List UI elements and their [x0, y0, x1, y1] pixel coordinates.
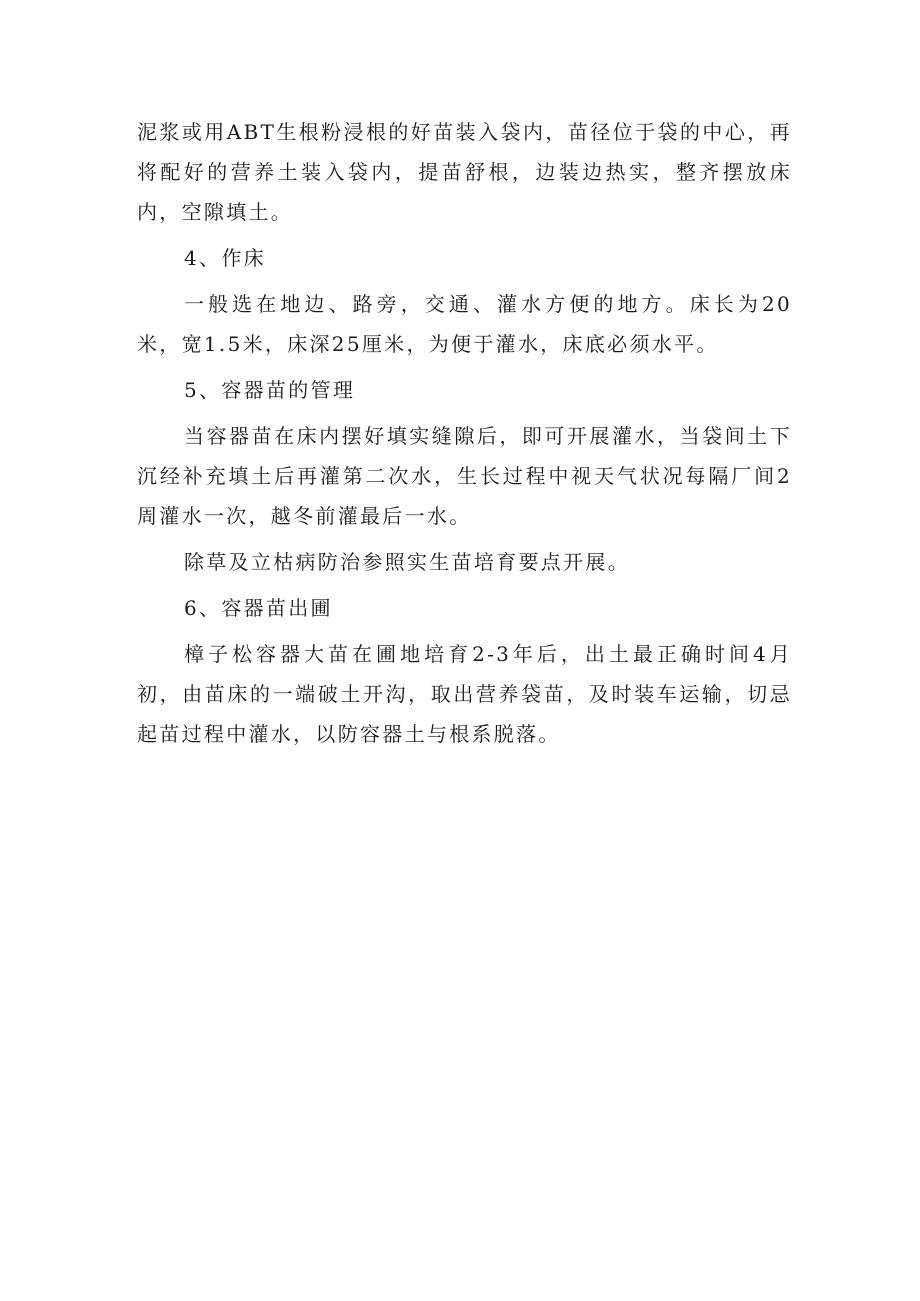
- section-heading-seedling-management: 5、容器苗的管理: [184, 378, 356, 402]
- section-heading-nursery-out: 6、容器苗出圃: [184, 596, 333, 620]
- section-heading-bed-making: 4、作床: [184, 246, 266, 270]
- paragraph-nursery-out: 樟子松容器大苗在圃地培育2-3年后，出土最正确时间4月初，由苗床的一端破土开沟，取出营养袋苗，及时装车运输，切忌起苗过程中灌水，以防容器土与根系脱落。: [137, 642, 792, 746]
- paragraph-continuation: 泥浆或用ABT生根粉浸根的好苗装入袋内，苗径位于袋的中心，再将配好的营养土装入袋内，提苗舒根，边装边热实，整齐摆放床内，空隙填土。: [137, 120, 792, 224]
- paragraph-irrigation: 当容器苗在床内摆好填实缝隙后，即可开展灌水，当袋间土下沉经补充填土后再灌第二次水，生长过程中视天气状况每隔厂间2周灌水一次，越冬前灌最后一水。: [137, 424, 792, 528]
- paragraph-bed-making: 一般选在地边、路旁，交通、灌水方便的地方。床长为20米，宽1.5米，床深25厘米，为便于灌水，床底必须水平。: [137, 292, 792, 356]
- document-body: [137, 112, 792, 754]
- paragraph-weed-disease-control: 除草及立枯病防治参照实生苗培育要点开展。: [184, 550, 630, 574]
